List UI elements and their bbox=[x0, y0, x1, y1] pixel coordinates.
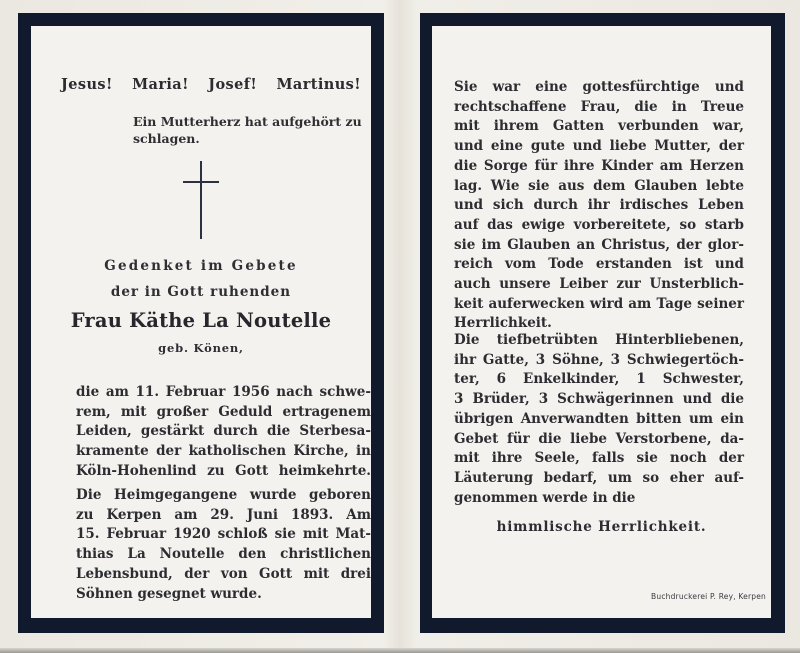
invocation-jesus: Jesus! bbox=[61, 76, 113, 93]
epigraph-line: Ein Mutterherz hat aufgehört zu bbox=[133, 114, 362, 129]
text-line: Läuterung bedarf, um so eher auf- bbox=[454, 469, 744, 486]
text-line: 15. Februar 1920 schloß sie mit Mat- bbox=[76, 526, 371, 543]
ruhenden-line: der in Gott ruhenden bbox=[110, 284, 292, 300]
left-page bbox=[31, 26, 371, 618]
text-line: Herrlichkeit. bbox=[454, 315, 552, 332]
text-line: Leiden, gestärkt durch die Sterbesa- bbox=[76, 423, 371, 440]
text-line: die Sorge für ihre Kinder am Herzen bbox=[454, 157, 744, 174]
text-line: Lebensbund, der von Gott mit drei bbox=[76, 565, 371, 582]
text-line: Sie war eine gottesfürchtige und bbox=[454, 79, 744, 95]
text-line: die am 11. Februar 1956 nach schwe- bbox=[76, 384, 371, 400]
text-line: Die tiefbetrübten Hinterbliebenen, bbox=[454, 332, 744, 348]
text-line: mit ihrem Gatten verbunden war, bbox=[454, 118, 744, 135]
text-line: und eine gute und liebe Mutter, der bbox=[454, 138, 744, 155]
text-line: 3 Brüder, 3 Schwägerinnen und die bbox=[454, 391, 744, 408]
text-line: thias La Noutelle den christlichen bbox=[76, 546, 371, 563]
text-line: ter, 6 Enkelkinder, 1 Schwester, bbox=[454, 371, 744, 388]
text-line: auf das ewige vorbereitete, so starb bbox=[454, 216, 744, 233]
text-line: mit ihre Seele, falls sie noch der bbox=[454, 450, 744, 467]
invocation-maria: Maria! bbox=[132, 76, 189, 93]
invocation-martinus: Martinus! bbox=[276, 76, 361, 93]
text-line: Köln-Hohenlind zu Gott heimkehrte. bbox=[76, 462, 371, 479]
text-line: Gebet für die liebe Verstorbene, da- bbox=[454, 430, 744, 447]
text-line: auch unsere Leiber zur Unsterblich- bbox=[454, 276, 744, 293]
epigraph bbox=[133, 113, 363, 147]
left-page-black-border bbox=[18, 13, 384, 633]
cross-vertical-bar bbox=[200, 161, 202, 239]
text-line: kramente der katholischen Kirche, in bbox=[76, 443, 371, 460]
invocation-line bbox=[61, 76, 361, 93]
deceased-name: Frau Käthe La Noutelle bbox=[70, 309, 332, 332]
maiden-name: geb. Könen, bbox=[158, 341, 244, 355]
text-line: lag. Wie sie aus dem Glauben lebte bbox=[454, 177, 744, 194]
death-paragraph bbox=[76, 383, 371, 482]
eulogy-paragraph bbox=[454, 78, 744, 334]
text-line: ihr Gatte, 3 Söhne, 3 Schwiegertöch- bbox=[454, 351, 744, 368]
text-line: reich vom Tode erstanden ist und bbox=[454, 256, 744, 273]
text-line: keit auferwecken wird am Tage seiner bbox=[454, 295, 744, 312]
cross-horizontal-bar bbox=[183, 181, 219, 183]
text-line: Söhnen gesegnet wurde. bbox=[76, 585, 262, 602]
cross-icon bbox=[181, 161, 221, 241]
text-line: übrigen Anverwandten bitten um ein bbox=[454, 410, 744, 427]
mourners-paragraph bbox=[454, 331, 744, 508]
printer-imprint: Buchdruckerei P. Rey, Kerpen bbox=[651, 592, 766, 601]
text-line: und sich durch ihr irdisches Leben bbox=[454, 197, 744, 214]
closing-line: himmlische Herrlichkeit. bbox=[496, 519, 707, 535]
text-line: rechtschaffene Frau, die in Treue bbox=[454, 98, 744, 115]
invocation-josef: Josef! bbox=[208, 76, 258, 93]
text-line: Die Heimgegangene wurde geboren bbox=[76, 487, 371, 503]
scan-bottom-edge bbox=[0, 648, 800, 653]
text-line: rem, mit großer Geduld ertragenem bbox=[76, 403, 371, 420]
text-line: genommen werde in die bbox=[454, 489, 636, 506]
gedenket-heading: Gedenket im Gebete bbox=[104, 258, 298, 274]
text-line: sie im Glauben an Christus, der glor- bbox=[454, 236, 744, 253]
epigraph-line: schlagen. bbox=[133, 131, 200, 146]
biography-paragraph bbox=[76, 486, 371, 604]
right-page bbox=[432, 26, 771, 618]
text-line: zu Kerpen am 29. Juni 1893. Am bbox=[76, 506, 371, 523]
right-page-black-border bbox=[420, 13, 785, 633]
